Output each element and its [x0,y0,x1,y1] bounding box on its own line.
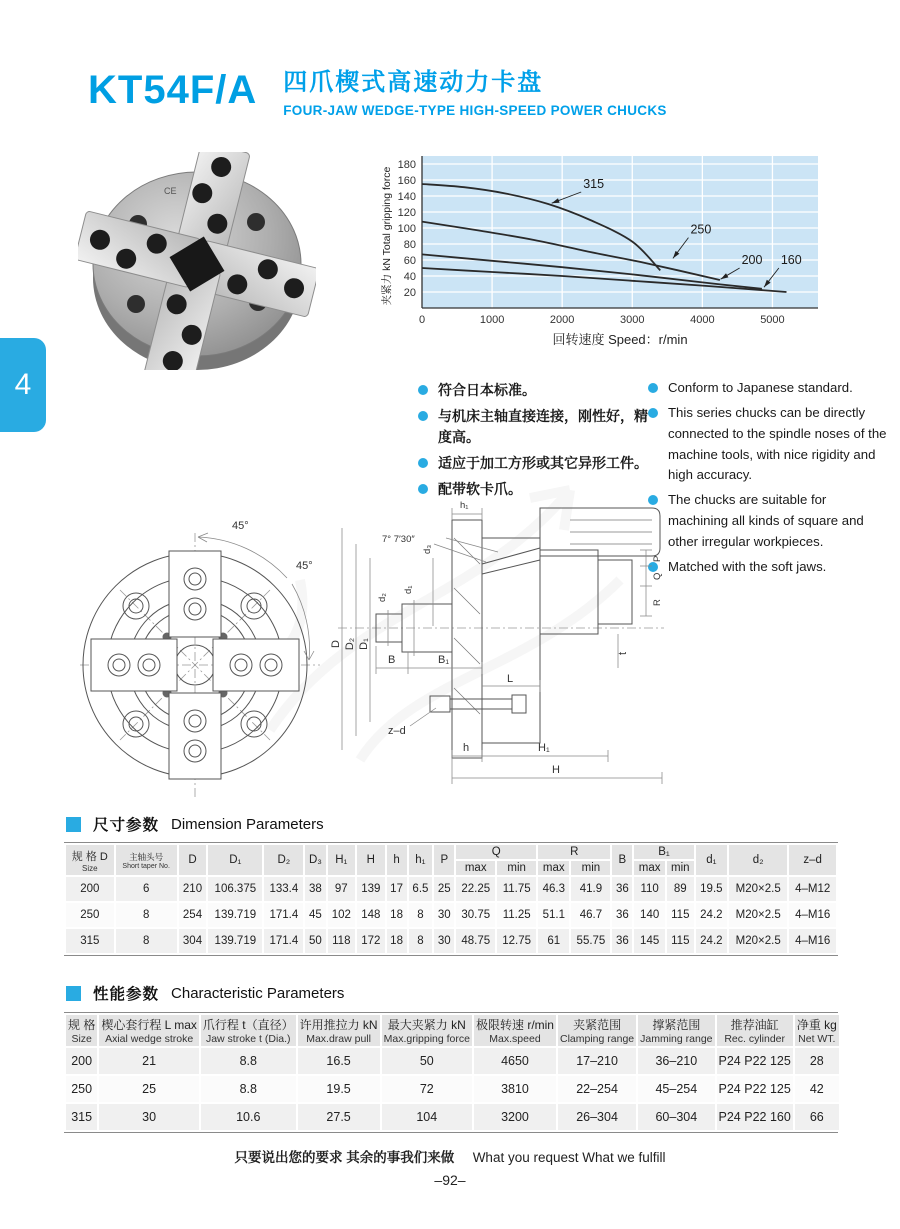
bullet-icon [418,385,428,395]
table-cell: 139.719 [208,903,262,927]
dim-label-H1: H₁ [538,742,550,754]
face-hole [247,213,265,231]
table-cell: P24 P22 125 [717,1048,793,1074]
characteristic-table-wrap [64,1012,838,1133]
face-hole [127,295,145,313]
table-cell: 46.3 [538,877,569,901]
dim-label-B: B [388,654,396,666]
column-header: 爪行程 t（直径） Jaw stroke t (Dia.) [201,1015,296,1046]
y-tick-label: 60 [403,255,416,267]
table-cell: 250 [66,903,114,927]
section-marker-icon [66,817,81,832]
front-angle-label: 45° [232,520,249,532]
col-zd: z–d [789,845,836,875]
table-cell: 4–M16 [789,929,836,953]
y-tick-label: 140 [397,191,416,203]
section-marker-icon [66,986,81,1001]
table-cell: 19.5 [298,1076,380,1102]
table-cell: 315 [66,929,114,953]
chart-xlabel: 回转速度 Speed：r/min [552,332,688,347]
col-R: R [538,845,610,859]
dim-label-D1: D₁ [358,638,370,650]
col-D1: D₁ [208,845,262,875]
title-zh: 四爪楔式高速动力卡盘 [283,69,544,96]
page-header [88,62,667,118]
dimension-title-zh: 尺寸参数 [93,817,160,834]
table-cell: 72 [382,1076,472,1102]
col-B1-max: max [634,861,665,875]
ce-marking: CE [164,186,177,196]
col-d1: d₁ [696,845,727,875]
col-h: h [387,845,407,875]
table-cell: 22–254 [558,1076,636,1102]
feature-text: Matched with the soft jaws. [668,558,827,574]
feature-text: 符合日本标准。 [438,382,536,398]
table-cell: 61 [538,929,569,953]
table-cell: 26–304 [558,1104,636,1130]
feature-item [418,453,648,475]
col-B1: B₁ [634,845,693,859]
dim-label-P: P [652,555,663,562]
table-cell: 210 [179,877,207,901]
table-cell: 8.8 [201,1076,296,1102]
characteristic-section-title [66,982,344,1004]
table-cell: 45 [305,903,325,927]
y-tick-label: 20 [403,287,416,299]
table-cell: 55.75 [571,929,610,953]
table-cell: 36 [612,903,632,927]
table-cell: 97 [328,877,356,901]
table-cell: 28 [795,1048,839,1074]
table-cell: 24.2 [696,929,727,953]
table-row [66,903,836,927]
table-cell: 102 [328,903,356,927]
col-size: 规 格 D Size [66,845,114,875]
table-cell: 139 [357,877,385,901]
feature-text: Conform to Japanese standard. [668,380,853,395]
dim-label-angle: 7° 7′30″ [382,534,415,545]
feature-item [418,380,648,402]
y-tick-label: 120 [397,207,416,219]
bullet-icon [418,458,428,468]
feature-item [648,557,888,578]
table-cell: 18 [387,903,407,927]
y-tick-label: 40 [403,271,416,283]
bullet-icon [648,383,658,393]
table-cell: 51.1 [538,903,569,927]
characteristic-table [64,1013,841,1132]
feature-item [648,378,888,399]
table-cell: 254 [179,903,207,927]
table-cell: 50 [382,1048,472,1074]
table-cell: 22.25 [456,877,495,901]
jaws-group [78,152,316,370]
dim-label-d3: d₃ [422,544,433,554]
table-cell: 106.375 [208,877,262,901]
col-d2: d₂ [729,845,787,875]
dimension-table [64,843,838,955]
slogan-en: What you request What we fulfill [472,1150,666,1165]
table-cell: 133.4 [264,877,303,901]
col-B: B [612,845,632,875]
table-cell: 66 [795,1104,839,1130]
table-row [66,877,836,901]
table-cell: 115 [667,929,694,953]
table-cell: 171.4 [264,903,303,927]
table-cell: 171.4 [264,929,303,953]
table-cell: 11.75 [497,877,536,901]
table-cell: 89 [667,877,694,901]
feature-text: 配带软卡爪。 [438,480,522,497]
front-angle-label: 45° [296,560,313,572]
dim-label-d1: d₁ [403,585,414,594]
y-tick-label: 80 [403,239,416,251]
table-cell: 21 [99,1048,199,1074]
table-cell: P24 P22 125 [717,1076,793,1102]
table-cell: 19.5 [696,877,727,901]
table-cell: 8 [409,903,433,927]
table-cell: 4–M16 [789,903,836,927]
table-cell: 30 [99,1104,199,1130]
front-view-drawing [80,505,330,805]
series-label-315: 315 [583,177,605,191]
series-label-200: 200 [741,253,763,267]
table-cell: 24.2 [696,903,727,927]
col-R-min: min [571,861,610,875]
table-cell: 6 [116,877,177,901]
column-header: 推荐油缸 Rec. cylinder [717,1015,793,1046]
col-H1: H₁ [328,845,356,875]
feature-text: This series chucks can be directly connected to the spindle noses of the machine tools, with nice rigidity and high accuracy. [668,404,887,483]
column-header: 净重 kg Net WT. [795,1015,839,1046]
table-cell: 45–254 [638,1076,714,1102]
features-zh [418,380,648,504]
table-cell: 30.75 [456,903,495,927]
table-cell: 172 [357,929,385,953]
table-cell: 140 [634,903,665,927]
table-cell: 200 [66,1048,97,1074]
table-cell: 30 [434,903,454,927]
table-cell: 110 [634,877,665,901]
col-R-max: max [538,861,569,875]
bullet-icon [418,484,428,494]
table-cell: 11.25 [497,903,536,927]
dimension-section-title [66,813,324,835]
y-tick-label: 100 [397,223,416,235]
table-cell: 6.5 [409,877,433,901]
table-cell: 60–304 [638,1104,714,1130]
x-tick-label: 2000 [549,314,575,326]
table-cell: 48.75 [456,929,495,953]
dim-label-h: h [463,742,470,754]
dim-label-R: R [652,599,663,606]
dim-label-t: t [617,651,629,655]
series-label-160: 160 [780,253,802,267]
table-cell: 3200 [474,1104,556,1130]
bullet-icon [418,411,428,421]
x-tick-label: 1000 [479,314,505,326]
table-cell: 50 [305,929,325,953]
table-cell: 8 [116,903,177,927]
col-Q-min: min [497,861,536,875]
feature-item [648,403,888,486]
table-row [66,1104,839,1130]
title-en: FOUR-JAW WEDGE-TYPE HIGH-SPEED POWER CHUCKS [283,103,667,118]
table-cell: 36 [612,929,632,953]
y-tick-label: 160 [397,175,416,187]
table-cell: 41.9 [571,877,610,901]
y-tick-label: 180 [397,159,416,171]
col-h1: h₁ [409,845,433,875]
table-cell: 4650 [474,1048,556,1074]
table-cell: 304 [179,929,207,953]
chapter-tab [0,338,46,432]
table-cell: 3810 [474,1076,556,1102]
dim-label-H: H [552,764,560,776]
table-cell: 115 [667,903,694,927]
table-cell: 10.6 [201,1104,296,1130]
x-tick-label: 0 [418,314,426,326]
dim-label-Q: Q [652,572,663,580]
dim-label-B1: B₁ [438,654,450,666]
product-photo [78,152,316,370]
slogan-zh: 只要说出您的要求 其余的事我们来做 [234,1150,455,1165]
col-taper: 主轴头号 Short taper No. [116,845,177,875]
column-header: 夹紧范围 Clamping range [558,1015,636,1046]
table-cell: 104 [382,1104,472,1130]
table-cell: 145 [634,929,665,953]
feature-text: 适应于加工方形或其它异形工件。 [438,455,648,472]
col-Q-max: max [456,861,495,875]
table-cell: 46.7 [571,903,610,927]
table-cell: M20×2.5 [729,877,787,901]
column-header: 规 格 Size [66,1015,97,1046]
column-header: 楔心套行程 L max Axial wedge stroke [99,1015,199,1046]
dim-label-zd: z–d [388,725,406,737]
dim-label-d2: d₂ [377,593,388,602]
table-cell: 36 [612,877,632,901]
dim-label-L: L [507,673,514,685]
table-cell: 250 [66,1076,97,1102]
col-P: P [434,845,454,875]
column-header: 极限转速 r/min Max.speed [474,1015,556,1046]
table-cell: 4–M12 [789,877,836,901]
table-cell: 17–210 [558,1048,636,1074]
col-D2: D₂ [264,845,303,875]
feature-item [648,490,888,553]
model-code: KT54F/A [88,68,258,112]
dim-label-h1: h₁ [460,500,469,511]
characteristic-title-zh: 性能参数 [93,986,160,1003]
col-B1-min: min [667,861,694,875]
feature-text: 与机床主轴直接连接，刚性好，精度高。 [438,407,648,446]
col-D3: D₃ [305,845,325,875]
dim-label-D2: D₂ [344,637,356,651]
x-tick-label: 4000 [690,314,715,326]
bullet-icon [648,408,658,418]
table-cell: 148 [357,903,385,927]
table-cell: M20×2.5 [729,929,787,953]
column-header: 撑紧范围 Jamming range [638,1015,714,1046]
table-cell: 16.5 [298,1048,380,1074]
table-cell: 8 [116,929,177,953]
table-row [66,1076,839,1102]
characteristic-title-en: Characteristic Parameters [171,984,345,1002]
table-row [66,929,836,953]
chart-panel [422,156,818,308]
column-header: 最大夹紧力 kN Max.gripping force [382,1015,472,1046]
table-cell: 12.75 [497,929,536,953]
dimension-title-en: Dimension Parameters [171,815,324,833]
x-tick-label: 5000 [760,314,785,326]
table-row [66,1048,839,1074]
page-number: –92– [434,1172,466,1188]
section-view-drawing [330,498,670,800]
table-cell: 139.719 [208,929,262,953]
table-cell: 25 [434,877,454,901]
col-Q: Q [456,845,536,859]
table-cell: 8 [409,929,433,953]
table-cell: 18 [387,929,407,953]
table-cell: M20×2.5 [729,903,787,927]
table-cell: 17 [387,877,407,901]
table-cell: 27.5 [298,1104,380,1130]
table-cell: 200 [66,877,114,901]
table-cell: 8.8 [201,1048,296,1074]
col-H: H [357,845,385,875]
table-cell: P24 P22 160 [717,1104,793,1130]
feature-text: The chucks are suitable for machining all kinds of square and other irregular workpieces. [668,492,864,550]
column-header: 许用推拉力 kN Max.draw pull [298,1015,380,1046]
x-tick-label: 3000 [620,314,645,326]
gripping-force-chart [378,150,836,352]
table-cell: 36–210 [638,1048,714,1074]
dimension-table-wrap [64,842,838,956]
footer-slogan [0,1146,900,1167]
table-cell: 25 [99,1076,199,1102]
table-cell: 38 [305,877,325,901]
table-cell: 42 [795,1076,839,1102]
col-D: D [179,845,207,875]
features-en [648,378,888,582]
chart-ylabel: 夹紧力 kN Total gripping force [381,166,393,306]
chapter-number: 4 [14,368,32,401]
feature-item [418,406,648,449]
series-label-250: 250 [690,222,712,237]
table-cell: 30 [434,929,454,953]
table-cell: 118 [328,929,356,953]
dim-label-D: D [330,640,342,648]
table-cell: 315 [66,1104,97,1130]
